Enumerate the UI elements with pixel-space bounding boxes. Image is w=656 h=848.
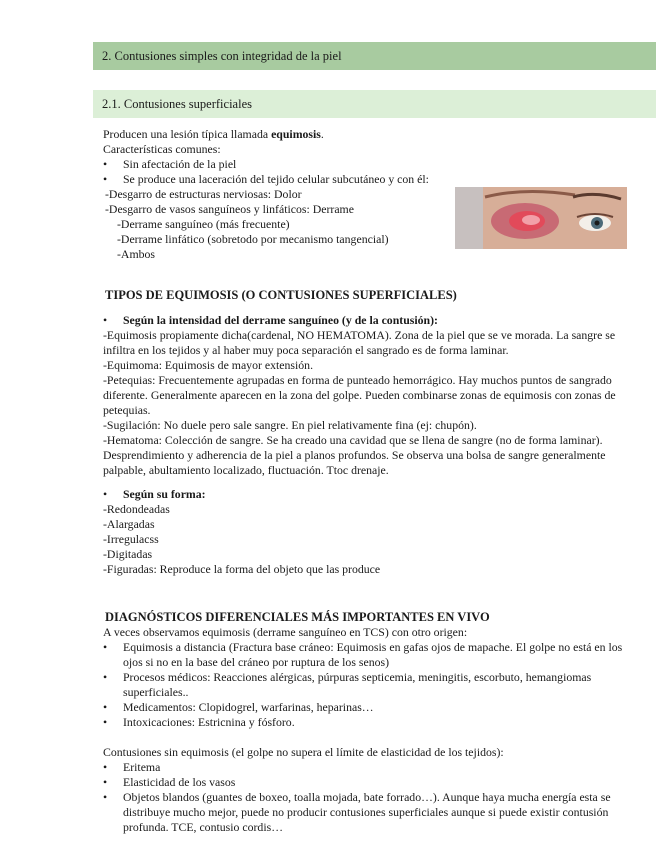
diag-heading: DIAGNÓSTICOS DIFERENCIALES MÁS IMPORTANTES EN VIVO [105, 610, 490, 624]
bullet-item [103, 487, 631, 502]
paragraph: A veces observamos equimosis (derrame sanguíneo en TCS) con otro origen: [103, 625, 468, 639]
paragraph: -Petequias: Frecuentemente agrupadas en forma de punteado hemorrágico. Hay muchos puntos de sangrado diferente. Generalmente aparecen en la zona del golpe. Pueden combinarse zonas de equimosis con zonas de petequias. [103, 373, 616, 417]
equimosis-term: equimosis [271, 127, 321, 141]
bruised-eye-photo [455, 187, 627, 249]
paragraph: -Hematoma: Colección de sangre. Se ha creado una cavidad que se llena de sangre (no de forma laminar). Desprendimiento y adherencia de la piel a planos profundos. Se observa una bolsa de sangre generalmente palpable, abultamiento localizado, fluctuación. Ttoc drenaje. [103, 433, 606, 477]
list-item: -Digitadas [103, 547, 153, 561]
list-item: -Desgarro de estructuras nerviosas: Dolor [105, 187, 302, 201]
bullet-item: • Intoxicaciones: Estricnina y fósforo. [103, 715, 631, 730]
bullet-item: • Elasticidad de los vasos [103, 775, 631, 790]
intro-period: . [320, 127, 324, 141]
tipos-heading: TIPOS DE EQUIMOSIS (O CONTUSIONES SUPERFICIALES) [105, 288, 457, 302]
bullet-item: • Se produce una laceración del tejido celular subcutáneo y con él: [103, 172, 429, 187]
intro-line [103, 127, 429, 142]
paragraph: -Equimosis propiamente dicha(cardenal, NO HEMATOMA). Zona de la piel que se ve morada. La sangre se infiltra en los tejidos y al haber muy poca separación el sangrado es de forma laminar. [103, 328, 616, 357]
paragraph: -Sugilación: No duele pero sale sangre. En piel relativamente fina (ej: chupón). [103, 418, 477, 432]
list-subitem: -Derrame sanguíneo (más frecuente) [117, 217, 290, 231]
caracteristicas-label: Características comunes: [103, 142, 221, 156]
spacer [103, 730, 631, 745]
bullet-item: • Objetos blandos (guantes de boxeo, toalla mojada, bate forrado…). Aunque haya mucha energía esta se distribuye mucho mejor, puede no producir contusiones superficiales aunque si puede existir contusión profunda. TCE, contusio cordis… [103, 790, 631, 835]
section-title: 2. Contusiones simples con integridad de la piel [102, 49, 342, 63]
bullet-item: • Sin afectación de la piel [103, 157, 429, 172]
list-item: -Irregulacss [103, 532, 159, 546]
tipos-forma-block [103, 487, 631, 577]
list-item: -Redondeadas [103, 502, 170, 516]
bullet-item: • Equimosis a distancia (Fractura base cráneo: Equimosis en gafas ojos de mapache. El golpe no está en los ojos si no en la base del cráneo por ruptura de los senos) [103, 640, 631, 670]
bullet-item: • Procesos médicos: Reacciones alérgicas, púrpuras septicemia, meningitis, escorbuto, hemangiomas superficiales.. [103, 670, 631, 700]
list-item: -Desgarro de vasos sanguíneos y linfáticos: Derrame [105, 202, 354, 216]
intro-text: Producen una lesión típica llamada [103, 127, 272, 141]
subsection-title: 2.1. Contusiones superficiales [102, 97, 252, 111]
paragraph: -Equimoma: Equimosis de mayor extensión. [103, 358, 314, 372]
section-heading-band [93, 42, 656, 70]
subsection-heading-band [93, 90, 656, 118]
diag-block [103, 625, 631, 835]
list-item: -Figuradas: Reproduce la forma del objeto que las produce [103, 562, 381, 576]
bullet-item: • Medicamentos: Clopidogrel, warfarinas, heparinas… [103, 700, 631, 715]
bullet-item [103, 313, 631, 328]
list-item: -Alargadas [103, 517, 155, 531]
tipos-intensidad-block [103, 313, 631, 478]
intensidad-label: Según la intensidad del derrame sanguíneo (y de la contusión): [123, 313, 438, 327]
forma-label: Según su forma: [123, 487, 206, 501]
paragraph: Contusiones sin equimosis (el golpe no supera el límite de elasticidad de los tejidos): [103, 745, 504, 759]
bullet-item: • Eritema [103, 760, 631, 775]
list-subitem: -Ambos [117, 247, 156, 261]
list-subitem: -Derrame linfático (sobretodo por mecanismo tangencial) [117, 232, 389, 246]
intro-block [103, 127, 429, 262]
